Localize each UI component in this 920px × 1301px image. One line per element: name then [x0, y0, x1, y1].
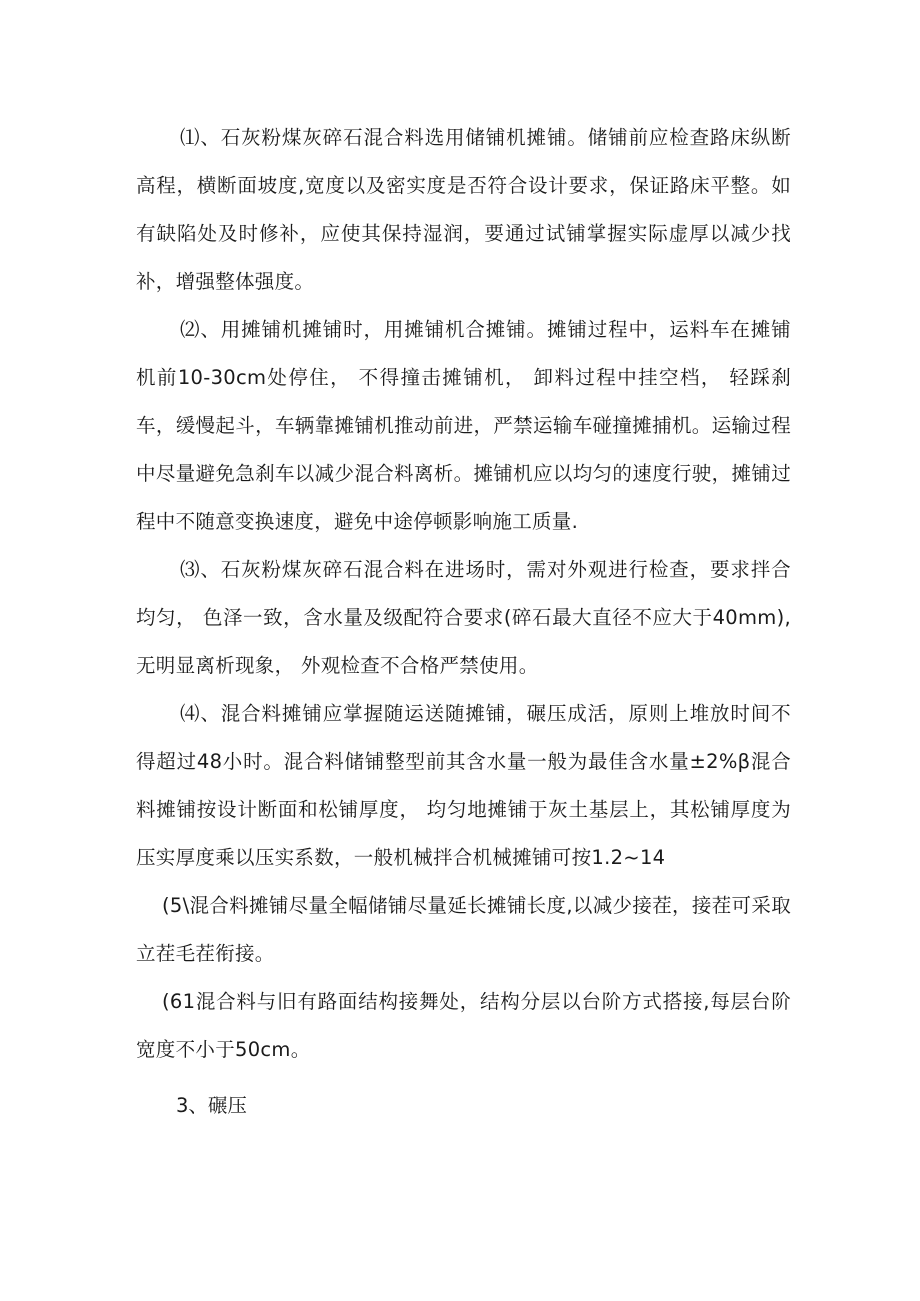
paragraph-6: (61混合料与旧有路面结构接舞处，结构分层以台阶方式搭接,每层台阶宽度不小于50cm。: [136, 990, 791, 1061]
paragraph-1: ⑴、石灰粉煤灰碎石混合料选用储铺机摊铺。储铺前应检查路床纵断高程，横断面坡度,宽度以及密实度是否符合设计要求，保证路床平整。如有缺陷处及时修补，应使其保持湿润，要通过试铺掌握实际虚厚以减少找补，增强整体强度。: [136, 126, 791, 293]
paragraph-4: ⑷、混合料摊铺应掌握随运送随摊铺，碾压成活，原则上堆放时间不得超过48小时。混合料储铺整型前其含水量一般为最佳含水量±2%β混合料摊铺按设计断面和松铺厚度， 均匀地摊铺于灰土基层上，其松铺厚度为压实厚度乘以压实系数，一般机械拌合机械摊铺可按1.2~14: [136, 702, 791, 869]
section-heading: 3、碾压: [176, 1094, 247, 1117]
paragraph-3: ⑶、石灰粉煤灰碎石混合料在进场时，需对外观进行检查，要求拌合均匀， 色泽一致，含水量及级配符合要求(碎石最大直径不应大于40mm),无明显离析现象， 外观检查不合格严禁使用。: [136, 558, 791, 677]
paragraph-2: ⑵、用摊铺机摊铺时，用摊铺机合摊铺。摊铺过程中，运料车在摊铺机前10-30cm处停住， 不得撞击摊铺机， 卸料过程中挂空档， 轻踩刹车，缓慢起斗，车辆靠摊铺机推动前进，严禁运输车碰撞摊捕机。运输过程中尽量避免急刹车以减少混合料离析。摊铺机应以均匀的速度行驶，摊铺过程中不随意变换速度，避免中途停顿影响施工质量.: [136, 318, 791, 533]
paragraph-5: (5\混合料摊铺尽量全幅储铺尽量延长摊铺长度,以减少接茬，接茬可采取立茬毛茬衔接。: [136, 894, 791, 965]
